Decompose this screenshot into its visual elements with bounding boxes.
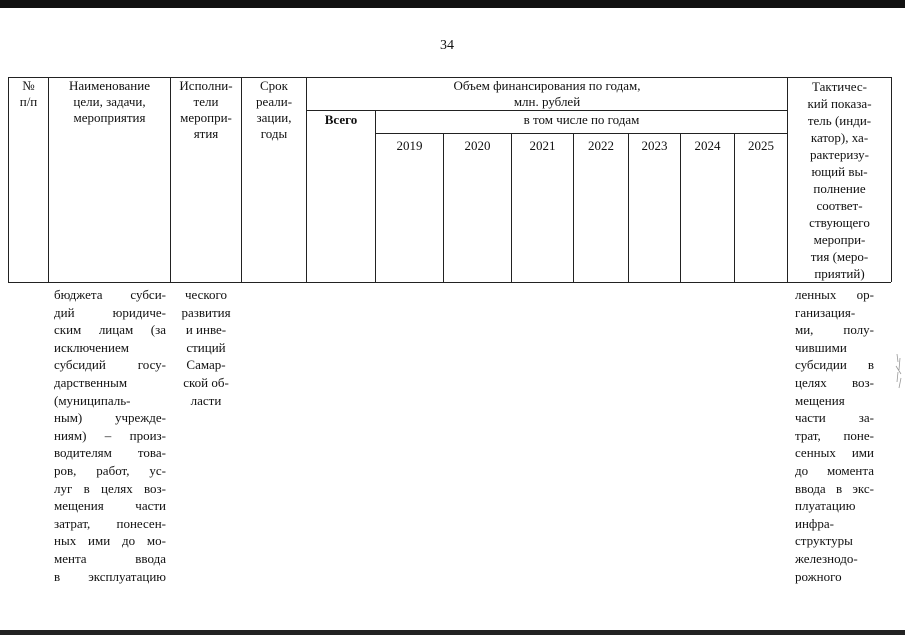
header-term <box>242 78 306 142</box>
header-year-2020: 2020 <box>464 138 491 153</box>
text-line: полнение <box>813 181 866 196</box>
text-line: сенных ими <box>795 445 874 461</box>
text-line: дарственным <box>54 374 128 390</box>
text-line: части за- <box>795 410 874 426</box>
text-line: стиций <box>186 339 226 355</box>
years-header-divider <box>375 133 787 134</box>
text-line: плуатацию <box>795 498 856 514</box>
text-line: ским лицам (за <box>54 322 166 338</box>
text-line: ных ими до мо- <box>54 533 166 549</box>
text-line: ганизация- <box>795 304 856 320</box>
col-border-2020 <box>511 133 512 282</box>
text-line: развития <box>181 304 231 320</box>
text-line: в эксплуатацию <box>54 568 166 584</box>
col-border-2021 <box>573 133 574 282</box>
text-line: бюджета субси- <box>54 287 166 302</box>
text-line: Срок <box>260 78 288 93</box>
text-line: исключением <box>54 339 129 355</box>
text-line: мента ввода <box>54 550 166 566</box>
text-line: ниям) – произ- <box>54 427 166 443</box>
text-line: п/п <box>19 94 38 109</box>
text-line: ской об- <box>183 374 229 390</box>
text-line: ствующего <box>809 215 870 230</box>
text-line: мещения <box>795 392 845 408</box>
text-line: ятия <box>193 126 219 141</box>
text-line: № <box>22 78 35 93</box>
text-line: ми, полу- <box>795 322 874 338</box>
text-line: структуры <box>795 533 853 549</box>
text-line: и инве- <box>185 322 227 338</box>
text-line: тели <box>193 94 219 109</box>
header-funding <box>307 78 787 110</box>
text-line: Тактичес- <box>812 79 867 94</box>
text-line: Самар- <box>186 357 226 373</box>
header-year-2021: 2021 <box>529 138 556 153</box>
col-border-2023 <box>680 133 681 282</box>
text-line: ным) учрежде- <box>54 410 166 426</box>
row-name-text <box>54 286 166 585</box>
text-line: дий юридиче- <box>54 304 166 320</box>
text-line: меропри- <box>813 232 866 247</box>
text-line: меропри- <box>180 110 232 125</box>
header-year-2023: 2023 <box>641 138 668 153</box>
text-line: Наименование <box>69 78 150 93</box>
text-line: годы <box>260 126 288 141</box>
header-num <box>9 78 48 110</box>
text-line: катор), ха- <box>810 130 869 145</box>
text-line: субсидий госу- <box>54 357 166 373</box>
text-line: до момента <box>795 462 874 478</box>
text-line: рактеризу- <box>809 147 869 162</box>
scan-artifact-mark <box>895 352 903 392</box>
text-line: ласти <box>190 392 222 408</box>
header-year-2024: 2024 <box>694 138 721 153</box>
header-indicator <box>788 78 891 282</box>
header-name <box>49 78 170 126</box>
text-line: млн. рублей <box>513 94 581 109</box>
text-line: ввода в экс- <box>795 480 874 496</box>
text-line: цели, задачи, <box>73 94 146 109</box>
text-line: луг в целях воз- <box>54 480 166 496</box>
text-line: чившими <box>795 339 847 355</box>
text-line: затрат, понесен- <box>54 515 166 531</box>
text-line: приятий) <box>814 266 865 281</box>
text-line: тель (инди- <box>807 113 872 128</box>
text-line: целях воз- <box>795 374 874 390</box>
text-line: ров, работ, ус- <box>54 462 166 478</box>
header-year-2019: 2019 <box>396 138 423 153</box>
bottom-border-line <box>0 630 905 635</box>
top-border-line <box>0 0 905 8</box>
text-line: субсидии в <box>795 357 874 373</box>
text-line: водителям това- <box>54 445 166 461</box>
header-year-2022: 2022 <box>588 138 614 153</box>
col-border-2022 <box>628 133 629 282</box>
text-line: рожного <box>795 568 842 584</box>
header-executors <box>171 78 241 142</box>
text-line: соответ- <box>816 198 863 213</box>
header-year-2025: 2025 <box>748 138 774 153</box>
funding-header-divider <box>306 110 787 111</box>
row-executors-text <box>173 286 239 409</box>
row-indicator-text <box>795 286 874 585</box>
text-line: зации, <box>256 110 292 125</box>
text-line: Исполни- <box>179 78 233 93</box>
text-line: мещения части <box>54 498 166 514</box>
text-line: инфра- <box>795 515 834 531</box>
text-line: ленных ор- <box>795 287 874 302</box>
col-border-2024 <box>734 133 735 282</box>
header-bottom-border <box>8 282 891 283</box>
text-line: ющий вы- <box>811 164 868 179</box>
text-line: реали- <box>255 94 293 109</box>
text-line: трат, поне- <box>795 427 874 443</box>
col-border-right <box>891 77 892 282</box>
col-border-total <box>375 110 376 282</box>
text-line: Объем финансирования по годам, <box>453 78 641 93</box>
text-line: ческого <box>184 287 228 302</box>
header-including-years: в том числе по годам <box>523 112 640 127</box>
text-line: железнодо- <box>795 550 858 566</box>
col-border-2019 <box>443 133 444 282</box>
text-line: кий показа- <box>807 96 872 111</box>
header-total: Всего <box>324 112 358 127</box>
text-line: (муниципаль- <box>54 392 131 408</box>
page-number: 34 <box>440 38 454 53</box>
text-line: мероприятия <box>73 110 146 125</box>
text-line: тия (меро- <box>810 249 869 264</box>
